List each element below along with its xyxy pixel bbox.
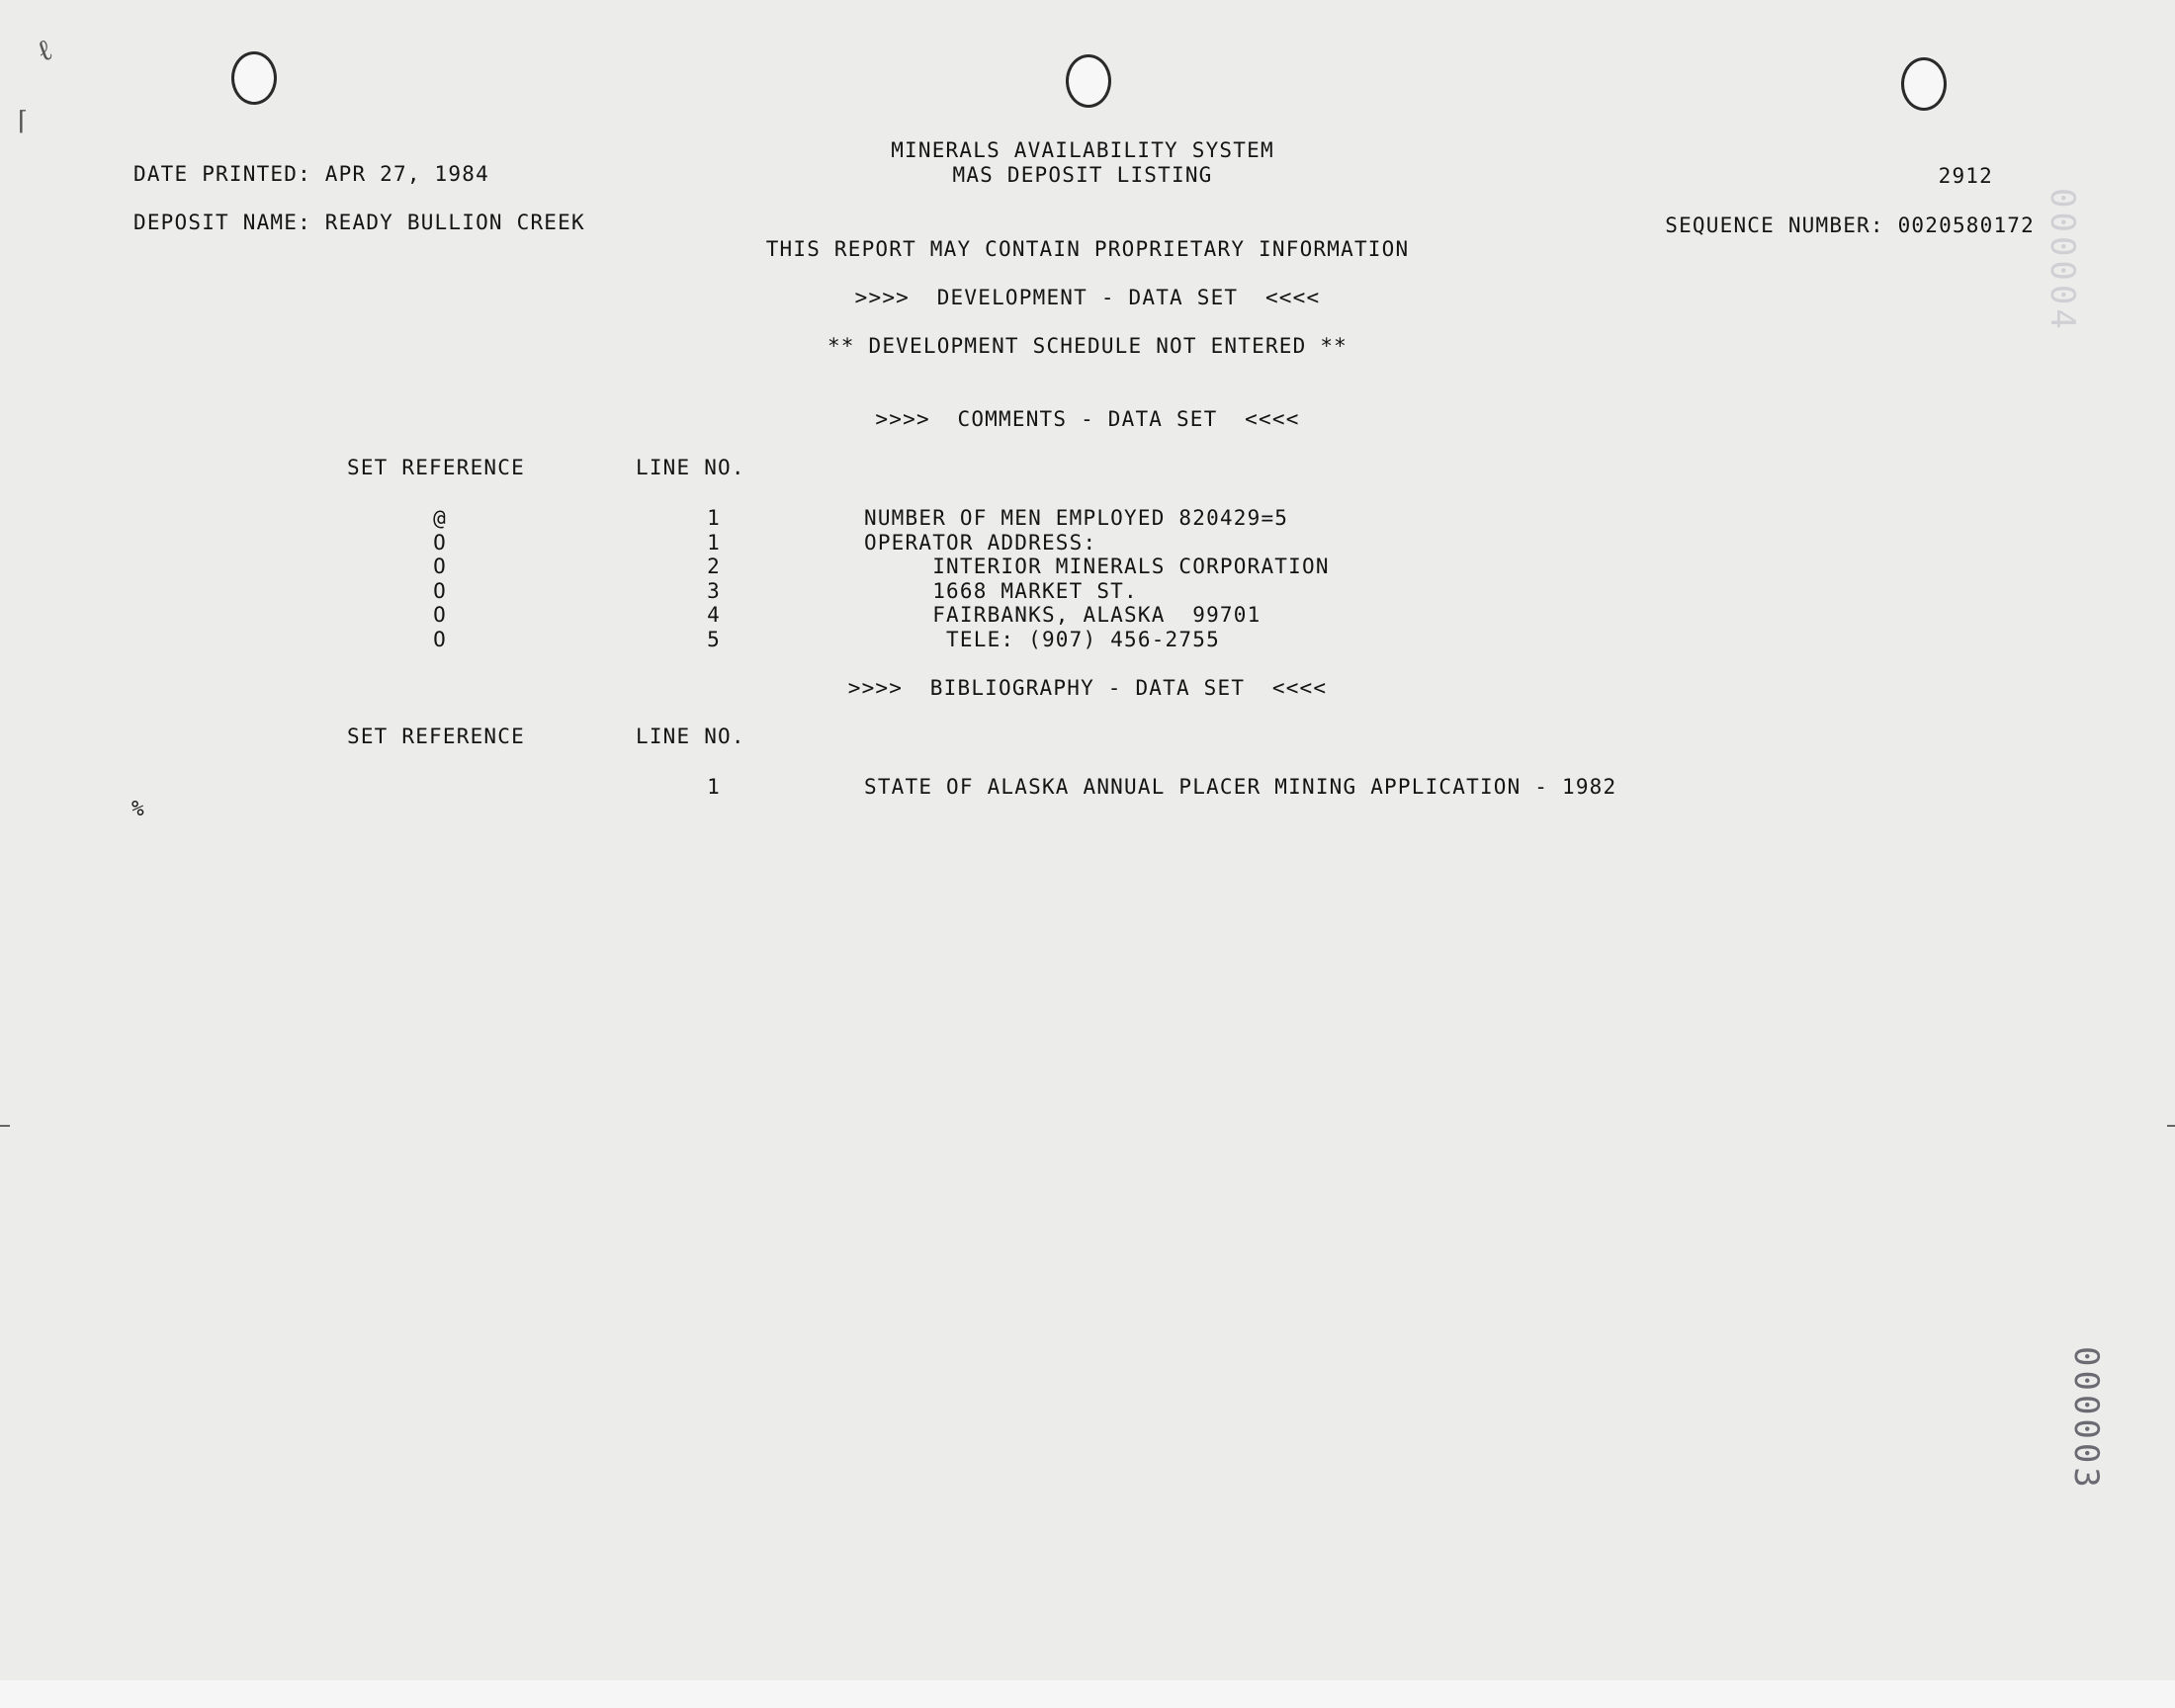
- comments-heading: >>>> COMMENTS - DATA SET <<<<: [875, 407, 1300, 431]
- comments-col-set-reference: SET REFERENCE: [347, 456, 525, 479]
- line-no-cell: 4: [707, 603, 721, 627]
- page-bottom-edge: [0, 1680, 2175, 1708]
- handwritten-mark-icon: ℓ: [32, 32, 57, 70]
- line-no-cell: 1: [707, 506, 721, 530]
- bibliography-col-set-reference: SET REFERENCE: [347, 725, 525, 748]
- punch-hole-center: [1066, 54, 1111, 108]
- punch-hole-left: [231, 51, 277, 105]
- comment-text-cell: TELE: (907) 456-2755: [864, 628, 1220, 651]
- development-note: ** DEVELOPMENT SCHEDULE NOT ENTERED **: [826, 334, 1348, 358]
- proprietary-notice: THIS REPORT MAY CONTAIN PROPRIETARY INFORMATION: [765, 237, 1410, 261]
- bibliography-text-cell: STATE OF ALASKA ANNUAL PLACER MINING APPLICATION - 1982: [864, 775, 1617, 799]
- handwritten-tick-icon: ⌈: [18, 107, 29, 136]
- set-reference-cell: O: [433, 555, 447, 578]
- comment-text-cell: FAIRBANKS, ALASKA 99701: [864, 603, 1262, 627]
- line-no-cell: 2: [707, 555, 721, 578]
- set-reference-cell: O: [433, 579, 447, 603]
- comment-text-cell: INTERIOR MINERALS CORPORATION: [864, 555, 1330, 578]
- edge-tick-left: [0, 1125, 10, 1127]
- comment-text-cell: NUMBER OF MEN EMPLOYED 820429=5: [864, 506, 1289, 530]
- line-no-cell: 1: [707, 775, 721, 799]
- bibliography-heading: >>>> BIBLIOGRAPHY - DATA SET <<<<: [847, 676, 1328, 700]
- bibliography-col-line-no: LINE NO.: [636, 725, 745, 748]
- line-no-cell: 5: [707, 628, 721, 651]
- comment-text-cell: OPERATOR ADDRESS:: [864, 531, 1097, 555]
- line-no-cell: 1: [707, 531, 721, 555]
- listing-title: MAS DEPOSIT LISTING: [952, 163, 1213, 187]
- set-reference-cell: O: [433, 603, 447, 627]
- set-reference-cell: @: [433, 506, 447, 530]
- comments-col-line-no: LINE NO.: [636, 456, 745, 479]
- date-printed: DATE PRINTED: APR 27, 1984: [133, 162, 489, 186]
- end-of-report-marker: %: [131, 797, 145, 820]
- set-reference-cell: O: [433, 628, 447, 651]
- page-number: 2912: [1938, 164, 1993, 188]
- development-heading: >>>> DEVELOPMENT - DATA SET <<<<: [854, 286, 1321, 309]
- system-title: MINERALS AVAILABILITY SYSTEM: [891, 138, 1274, 162]
- deposit-name: DEPOSIT NAME: READY BULLION CREEK: [133, 211, 585, 234]
- margin-stamp-faint: 000004: [2043, 188, 2082, 333]
- edge-tick-right: [2167, 1125, 2175, 1127]
- line-no-cell: 3: [707, 579, 721, 603]
- sequence-number: SEQUENCE NUMBER: 0020580172: [1665, 214, 2035, 237]
- comment-text-cell: 1668 MARKET ST.: [864, 579, 1138, 603]
- margin-stamp: 000003: [2066, 1346, 2106, 1492]
- punch-hole-right: [1901, 57, 1947, 111]
- set-reference-cell: O: [433, 531, 447, 555]
